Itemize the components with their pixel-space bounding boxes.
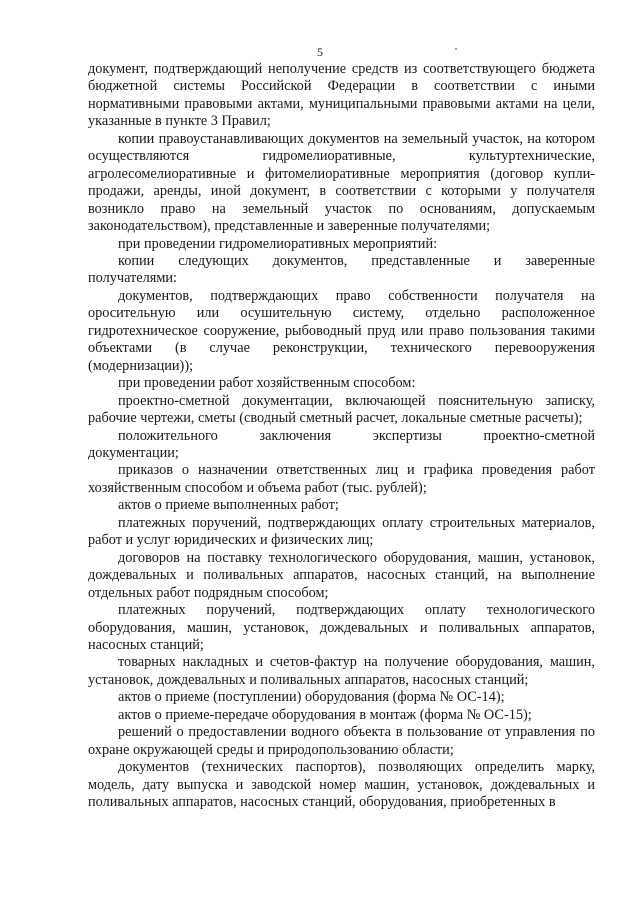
paragraph: при проведении работ хозяйственным способом: — [118, 375, 416, 392]
scan-speck — [455, 48, 457, 50]
paragraph: проектно-сметной документации, включающей пояснительную записку, рабочие чертежи, сметы (сводный сметный расчет, локальные сметные расчеты); — [88, 392, 595, 427]
paragraph: положительного заключения экспертизы проектно-сметной документации; — [88, 427, 595, 461]
paragraph: при проведении гидромелиоративных мероприятий: — [118, 235, 438, 252]
paragraph: платежных поручений, подтверждающих оплату строительных материалов, работ и услуг юридических и физических лиц; — [88, 514, 595, 549]
document-body — [88, 61, 595, 811]
paragraph: документ, подтверждающий неполучение средств из соответствующего бюджета бюджетной системы Российской Федерации в соответствии с иными нормативными правовыми актами, муниципальными правовыми актами на цели, указанные в пункте 3 Правил; — [88, 61, 595, 130]
page-number: 5 — [317, 45, 323, 59]
paragraph: товарных накладных и счетов-фактур на получение оборудования, машин, установок, дождевальных и поливальных аппаратов, насосных станций; — [88, 654, 595, 688]
paragraph: актов о приеме-передаче оборудования в монтаж (форма № ОС-15); — [118, 706, 532, 723]
paragraph: решений о предоставлении водного объекта в пользование от управления по охране окружающей среды и природопользованию области; — [88, 724, 595, 758]
paragraph: документов (технических паспортов), позволяющих определить марку, модель, дату выпуска и заводской номер машин, установок, дождевальных и поливальных аппаратов, насосных станций, оборудования, приобретенных в — [88, 759, 595, 811]
paragraph: приказов о назначении ответственных лиц и графика проведения работ хозяйственным способом и объема работ (тыс. рублей); — [88, 462, 595, 496]
paragraph: копии следующих документов, представленные и заверенные получателями: — [88, 252, 595, 287]
paragraph: документов, подтверждающих право собственности получателя на оросительную или осушительную систему, отдельно расположенное гидротехническое сооружение, рыбоводный пруд или право пользования такими объектами (в случае реконструкции, технического перевооружения (модернизации)); — [88, 287, 595, 374]
paragraph: актов о приеме (поступлении) оборудования (форма № ОС-14); — [118, 689, 505, 706]
paragraph: актов о приеме выполненных работ; — [118, 497, 339, 514]
paragraph: договоров на поставку технологического оборудования, машин, установок, дождевальных и поливальных аппаратов, насосных станций, на выполнение отдельных работ подрядным способом; — [88, 549, 595, 601]
paragraph: копии правоустанавливающих документов на земельный участок, на котором осуществляются гидромелиоративные, культуртехнические, агролесомелиоративные и фитомелиоративные мероприятия (договор купли-продажи, аренды, иной документ, в соответствии с которыми у получателя возникло право на земельный участок по основаниям, допускаемым законодательством), представленные и заверенные получателями; — [88, 130, 595, 235]
paragraph: платежных поручений, подтверждающих оплату технологического оборудования, машин, установок, дождевальных и поливальных аппаратов, насосных станций; — [88, 602, 595, 653]
